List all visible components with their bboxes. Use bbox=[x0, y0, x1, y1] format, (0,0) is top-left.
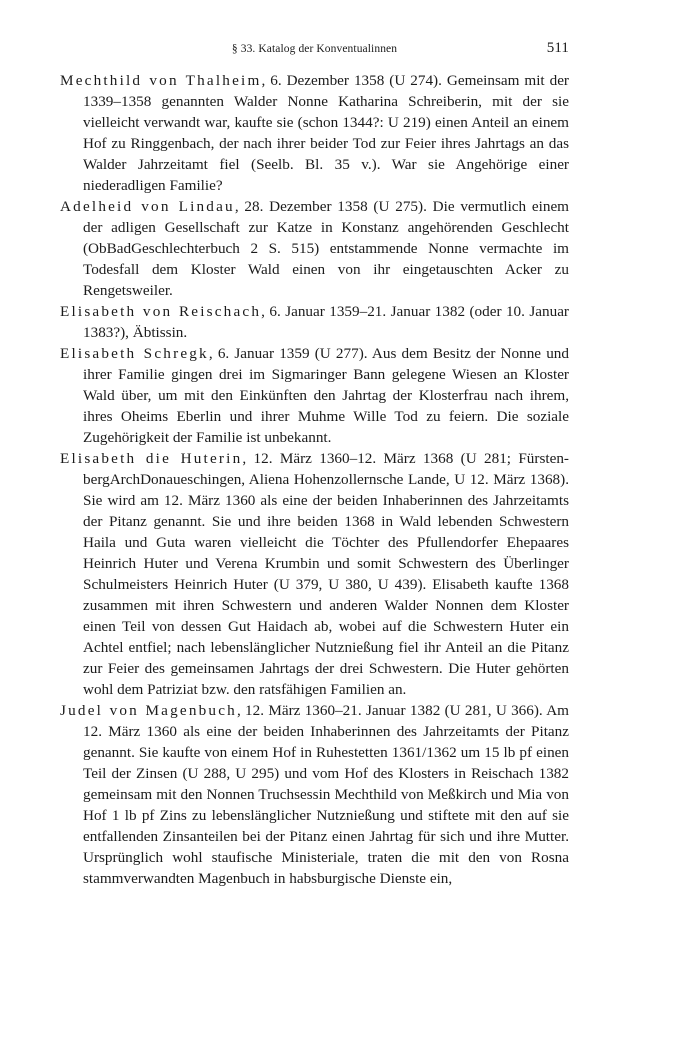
entry-text: , 12. März 1360–12. März 1368 (U 281; FürstenbergArchDonaueschingen, Aliena Hohenzollernsche Lande, U 12. März 1368). Sie wird am 12. März 1360 als eine der beiden Inhaberinnen des Jahrzeitamts der Pitanz genannt. Sie und ihre beiden 1368 in Wald lebenden Schwestern Haila und Guta waren vielleicht die Töchter des Pfullendorfer Ehepaares Heinrich Huter und Verena Krumbin und somit Schwestern des Überlinger Schulmeisters Heinrich Huter (U 379, U 380, U 439). Elisabeth kaufte 1368 zusammen mit ihren Schwestern und anderen Walder Nonnen dem Kloster einen Teil von dessen Gut Haidach ab, wobei auf die Schwestern Huter ein Achtel entfiel; nach lebenslänglicher Nutznießung fiel ihr Anteil an die Pitanz zur Feier des gemeinsamen Jahrtags der drei Schwestern. Die Huter gehörten wohl dem Patriziat bzw. den ratsfähigen Familien an. bbox=[83, 450, 569, 698]
catalog-entry bbox=[60, 70, 569, 196]
page-number: 511 bbox=[546, 40, 569, 56]
catalog-entry bbox=[60, 448, 569, 700]
entry-name: Elisabeth Schregk bbox=[60, 345, 209, 362]
entry-name: Mechthild von Thalheim bbox=[60, 72, 262, 89]
entry-text: , 6. Dezember 1358 (U 274). Gemeinsam mit der 1339–1358 genannten Walder Nonne Katharina Schreiberin, mit der sie vielleicht verwandt war, kaufte sie (schon 1344?: U 219) einen Anteil an einem Hof zu Ringgenbach, der nach ihrer beider Tod zur Feier ihres Jahrtags an das Walder Jahrzeitamt fiel (Seelb. Bl. 35 v.). War sie Angehörige einer niederadligen Familie? bbox=[83, 72, 569, 194]
document-page bbox=[60, 40, 569, 889]
section-title: § 33. Katalog der Konventualinnen bbox=[231, 43, 398, 55]
catalog-entry bbox=[60, 301, 569, 343]
entry-name: Elisabeth von Reischach bbox=[60, 303, 262, 320]
entry-text: , 6. Januar 1359–21. Januar 1382 (oder 10. Januar 1383?), Äbtissin. bbox=[83, 303, 569, 341]
catalog-entries bbox=[60, 70, 569, 889]
catalog-entry bbox=[60, 343, 569, 448]
catalog-entry bbox=[60, 700, 569, 889]
catalog-entry bbox=[60, 196, 569, 301]
entry-text: , 6. Januar 1359 (U 277). Aus dem Besitz der Nonne und ihrer Familie gingen drei im Sigmaringer Bann gelegene Wiesen an Kloster Wald über, um mit den Einkünften den Jahrtag der Klosterfrau nach ihrem, ihres Oheims Eberlin und ihrer Muhme Wille Tod zu feiern. Die soziale Zugehörigkeit der Familie ist unbekannt. bbox=[83, 345, 569, 446]
entry-text: , 28. Dezember 1358 (U 275). Die vermutlich einem der adligen Gesellschaft zur Katze in Konstanz angehörenden Geschlecht (ObBadGeschlechterbuch 2 S. 515) entstammende Nonne vermachte im Todesfall dem Kloster Wald einen von ihr eingetauschten Acker zu Rengetsweiler. bbox=[83, 198, 569, 299]
entry-name: Elisabeth die Huterin bbox=[60, 450, 243, 467]
entry-text: , 12. März 1360–21. Januar 1382 (U 281, U 366). Am 12. März 1360 als eine der beiden Inhaberinnen des Jahrzeitamts der Pitanz genannt. Sie kaufte von einem Hof in Ruhestetten 1361/1362 um 15 lb pf einen Teil der Zinsen (U 288, U 295) und vom Hof des Klosters in Reischach 1382 gemeinsam mit den Nonnen Truchsessin Mechthild von Meßkirch und Mia von Hof 1 lb pf Zins zu lebenslänglicher Nutznießung und stiftete mit den auf sie entfallenden Zinsanteilen bei der Pitanz einen Jahrtag für sich und ihre Mutter. Ursprünglich wohl staufische Ministeriale, traten die mit den von Rosna stammverwandten Magenbuch in habsburgische Dienste ein, bbox=[83, 702, 569, 887]
running-header bbox=[60, 40, 569, 66]
entry-name: Judel von Magenbuch bbox=[60, 702, 237, 719]
entry-name: Adelheid von Lindau bbox=[60, 198, 235, 215]
